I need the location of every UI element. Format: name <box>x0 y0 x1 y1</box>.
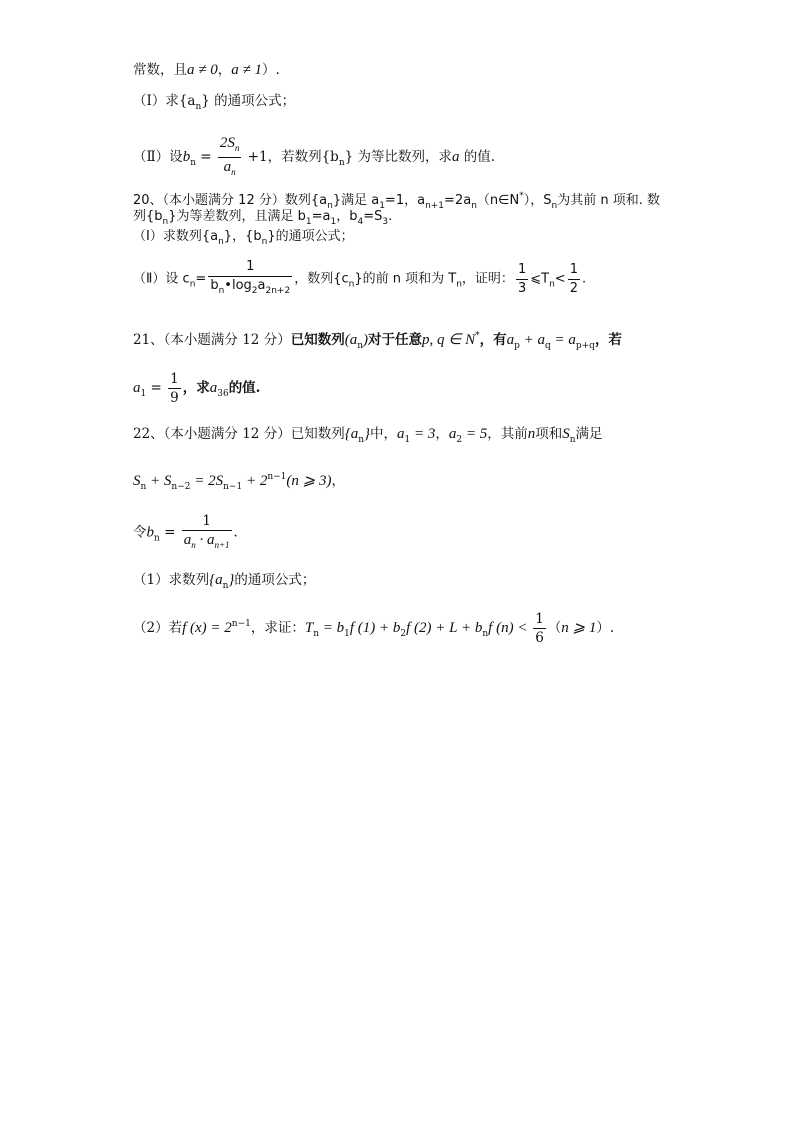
text: 令 <box>133 524 147 541</box>
subscript: n <box>222 581 229 591</box>
q21-line-2 <box>133 370 260 407</box>
subscript: n <box>358 435 364 445</box>
text: 对于任意 <box>368 332 422 348</box>
text: 中， <box>370 426 397 442</box>
subscript: n <box>195 102 202 112</box>
math: p, q ∈ N <box>422 332 476 348</box>
subscript: 3 <box>382 217 389 227</box>
text: •log <box>224 278 252 293</box>
math: = 5 <box>462 426 488 442</box>
subscript: 1 <box>330 217 337 227</box>
subscript: 1 <box>305 217 312 227</box>
numerator: 1 <box>569 261 578 277</box>
q20-part-1 <box>133 227 354 252</box>
text: =S <box>363 209 383 224</box>
subscript: n−2 <box>171 482 191 492</box>
numerator: 1 <box>170 371 179 387</box>
text: ⩽T <box>530 271 550 287</box>
text: ，数列{c <box>294 271 349 287</box>
text: . <box>581 271 587 287</box>
text: 的值. <box>459 149 496 165</box>
math: f (2) + L + b <box>406 620 483 636</box>
subscript: n <box>357 341 363 351</box>
text: 22、（本小题满分 12 分）已知数列 <box>133 426 345 442</box>
q21-line-1 <box>133 326 622 356</box>
subscript: n <box>154 533 160 544</box>
subscript: n+1 <box>425 201 445 211</box>
numerator: 1 <box>517 261 527 277</box>
math: = b <box>319 620 345 636</box>
math: f (x) = 2 <box>182 620 232 636</box>
math: = a <box>550 332 576 348</box>
text: }满足 a <box>332 193 380 208</box>
denominator: a <box>183 532 192 548</box>
math: a ≠ 1 <box>231 62 262 78</box>
question-part-2 <box>133 134 495 181</box>
fraction <box>168 370 181 407</box>
math: T <box>304 620 314 636</box>
text: = <box>159 524 180 541</box>
subscript: n <box>482 629 489 639</box>
superscript: n−1 <box>231 619 251 629</box>
text: （1）求数列 <box>133 572 210 588</box>
q22-part-1 <box>133 570 315 596</box>
denominator: 9 <box>170 390 179 406</box>
math: + a <box>519 332 545 348</box>
text: （Ⅰ）求{a <box>133 93 196 109</box>
text: ，有 <box>479 332 507 348</box>
math: a <box>133 380 141 396</box>
math: a <box>448 426 457 442</box>
text: 为其前 n 项和. 数 <box>557 193 660 208</box>
math: a <box>452 149 460 165</box>
numerator: 1 <box>202 513 211 529</box>
superscript: * <box>519 191 524 201</box>
subscript: p <box>514 341 520 351</box>
text: （Ⅰ）求数列{a <box>133 229 219 244</box>
subscript: n <box>569 435 576 445</box>
text: ，b <box>336 209 358 224</box>
subscript: 1 <box>379 201 385 211</box>
text: 常数，且 <box>133 62 187 78</box>
fraction <box>533 610 546 647</box>
math: n ⩾ 1 <box>561 620 597 636</box>
text: . <box>233 524 238 541</box>
superscript: n−1 <box>267 472 287 482</box>
text: ， <box>331 473 345 489</box>
text: 满足 <box>575 426 603 442</box>
math: {a <box>344 426 359 442</box>
text: 项和 <box>535 426 563 442</box>
text: ，其前 <box>487 426 528 442</box>
text: . <box>388 209 393 224</box>
text: }为等差数列，且满足 b <box>168 209 306 224</box>
subscript: n <box>456 279 462 290</box>
denominator: 3 <box>517 280 527 296</box>
math: (n ⩾ 3) <box>286 473 332 489</box>
q22-part-2 <box>133 610 614 647</box>
text: ），S <box>523 193 552 208</box>
text: }的前 n 项和为 T <box>354 271 457 287</box>
continuation-line <box>133 60 280 80</box>
math: b <box>146 524 154 541</box>
q22-line-1 <box>133 424 603 450</box>
subscript: n+1 <box>214 540 230 550</box>
subscript: p+q <box>575 341 595 351</box>
text: ， <box>217 62 232 78</box>
subscript: n <box>313 629 319 639</box>
text: = <box>195 271 207 287</box>
text: 21、（本小题满分 12 分） <box>133 332 291 348</box>
text: ，若 <box>594 332 622 348</box>
math: = 3 <box>410 426 436 442</box>
subscript: 2 <box>400 629 407 639</box>
text: 的值. <box>228 380 261 396</box>
fraction <box>516 261 528 298</box>
denominator: b <box>210 278 219 293</box>
text: }的通项公式； <box>267 229 354 244</box>
subscript: n <box>140 482 147 492</box>
text: （n∈N <box>476 193 520 208</box>
math: ) <box>363 332 368 348</box>
math: + 2 <box>242 473 268 489</box>
subscript: n <box>231 167 236 177</box>
fraction <box>182 512 232 554</box>
subscript: n <box>190 158 196 168</box>
text: =a <box>311 209 331 224</box>
text: < <box>554 271 566 287</box>
q22-line-2 <box>133 467 345 497</box>
math: S <box>562 426 570 442</box>
subscript: n <box>327 201 333 211</box>
subscript: n <box>471 201 477 211</box>
text: ， <box>435 426 449 442</box>
text: ，求 <box>182 380 210 396</box>
text: } 的通项公式； <box>201 93 296 109</box>
denominator: a <box>223 159 232 175</box>
text: ，求证： <box>250 620 305 636</box>
text: = <box>195 149 216 165</box>
math: (a <box>344 332 358 348</box>
subscript: 1 <box>140 389 147 399</box>
text: =1，a <box>384 193 426 208</box>
subscript: 2n+2 <box>265 286 291 296</box>
math: = 2S <box>190 473 224 489</box>
subscript: n <box>551 201 558 211</box>
text: 已知数列 <box>290 332 345 348</box>
math: } <box>228 572 235 588</box>
subscript: n <box>338 158 345 168</box>
text: （2）若 <box>133 620 183 636</box>
math: a ≠ 0 <box>187 62 218 78</box>
fraction <box>208 258 292 300</box>
q20-part-2 <box>133 258 586 300</box>
subscript: 2 <box>456 435 463 445</box>
subscript: 36 <box>217 389 229 399</box>
subscript: n <box>189 279 196 290</box>
subscript: 1 <box>344 629 350 639</box>
math: n <box>527 426 536 442</box>
subscript: n <box>218 237 224 247</box>
math: } <box>364 426 370 442</box>
denominator: 2 <box>569 280 578 296</box>
text: ，证明： <box>461 271 514 287</box>
text: ）. <box>596 620 615 636</box>
text: 的通项公式； <box>234 572 316 588</box>
numerator: 1 <box>246 259 255 274</box>
fraction <box>568 261 580 298</box>
text: 列{b <box>133 209 163 224</box>
subscript: n <box>234 143 240 153</box>
subscript: n <box>348 279 355 290</box>
text: ）. <box>261 62 280 78</box>
text: （ <box>547 620 562 636</box>
math: a <box>506 332 515 348</box>
math: f (n) < <box>488 620 532 636</box>
text: = <box>146 380 167 396</box>
math: a <box>209 380 218 396</box>
question-part-1 <box>133 91 295 117</box>
subscript: n <box>218 286 225 296</box>
math: + S <box>146 473 172 489</box>
subscript: n <box>549 279 555 290</box>
text: }，{b <box>223 229 262 244</box>
text: } 为等比数列，求 <box>344 149 453 165</box>
text: +1，若数列{b <box>243 149 339 165</box>
numerator: 1 <box>535 611 544 627</box>
superscript: * <box>475 331 480 341</box>
subscript: n <box>261 237 268 247</box>
math: a <box>397 426 405 442</box>
text: =2a <box>444 193 472 208</box>
subscript: q <box>544 341 551 351</box>
subscript: n <box>162 217 169 227</box>
text: （Ⅱ）设 <box>133 149 183 165</box>
text: （Ⅱ）设 c <box>133 271 190 287</box>
q22-line-3 <box>133 512 238 554</box>
text: a <box>257 278 266 293</box>
math: S <box>133 473 141 489</box>
subscript: 4 <box>357 217 364 227</box>
fraction <box>218 134 242 181</box>
math: f (1) + b <box>349 620 401 636</box>
subscript: n <box>191 540 196 550</box>
subscript: 2 <box>251 286 258 296</box>
text: · a <box>195 532 215 548</box>
subscript: 1 <box>404 435 411 445</box>
numerator: 2S <box>219 135 235 151</box>
math: b <box>182 149 191 165</box>
math: {a <box>209 572 223 588</box>
subscript: n−1 <box>223 482 243 492</box>
denominator: 6 <box>535 630 544 646</box>
text: 20、（本小题满分 12 分）数列{a <box>133 193 328 208</box>
